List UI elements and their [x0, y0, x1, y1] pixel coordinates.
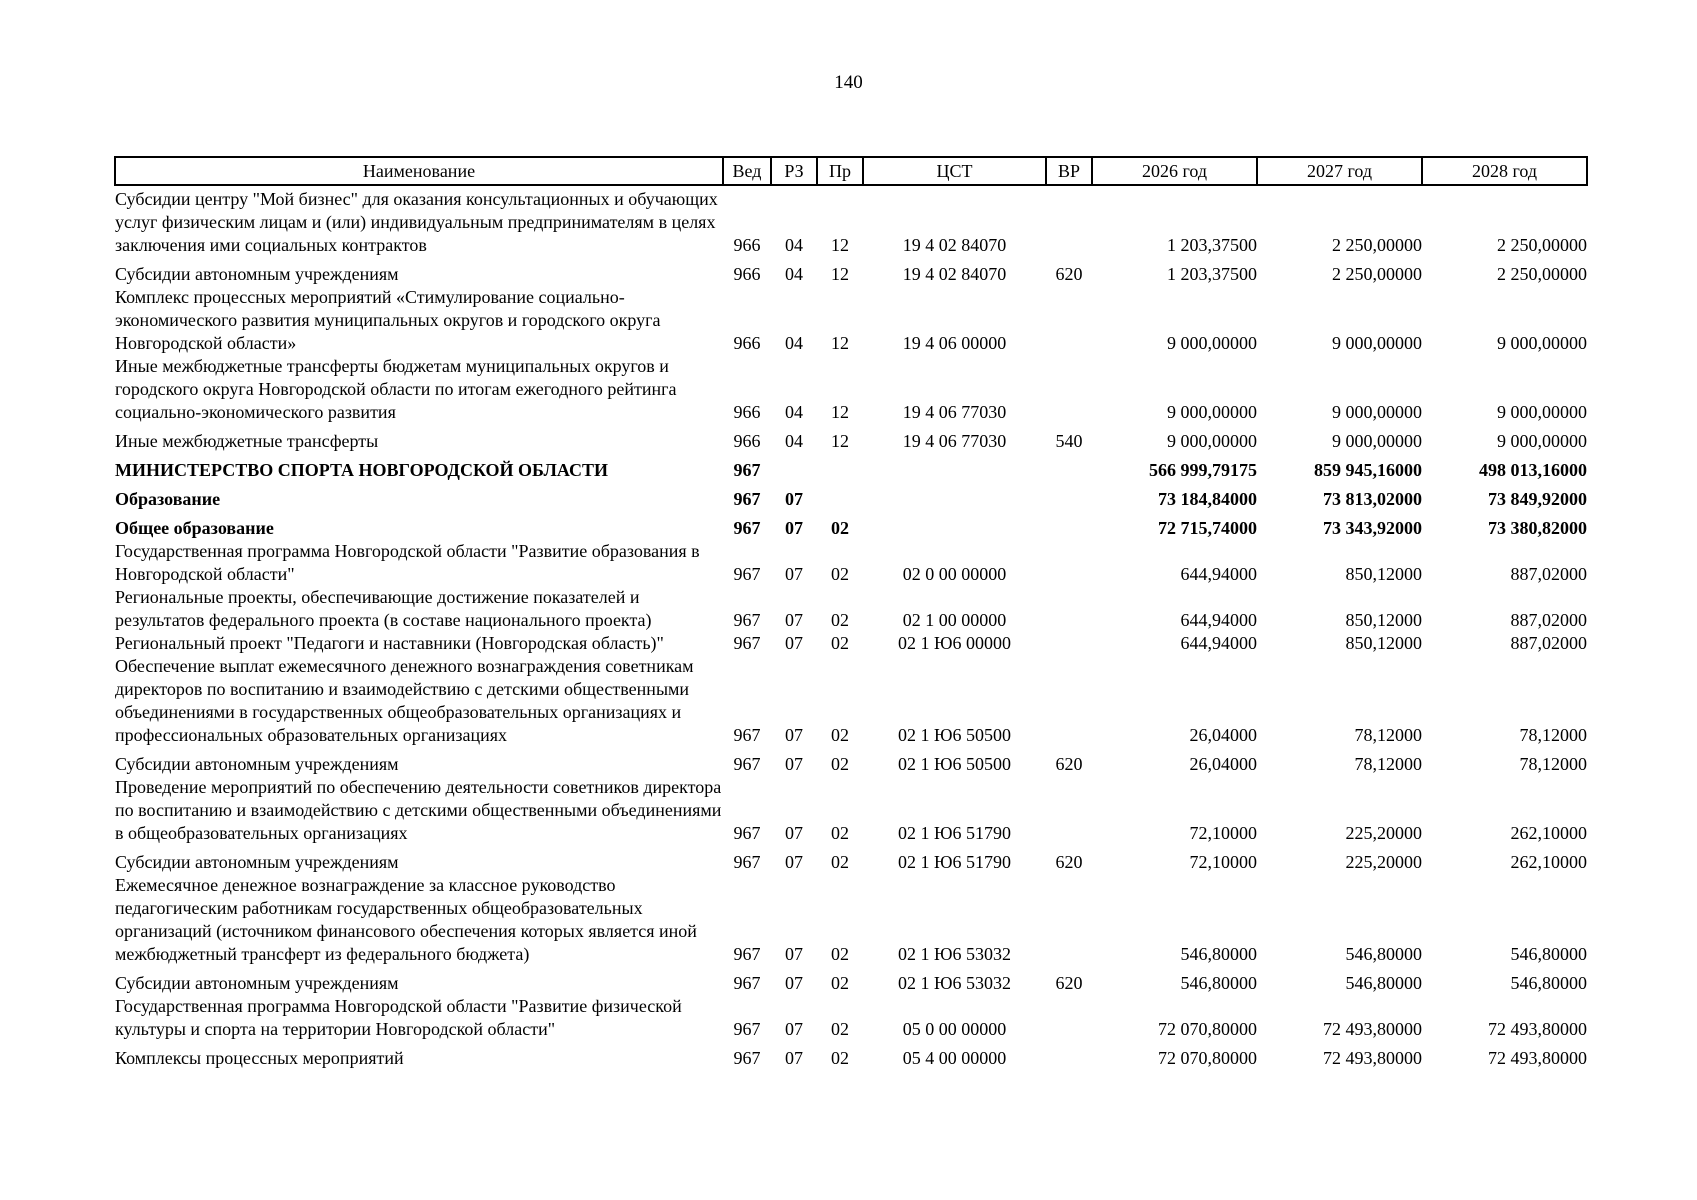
- row-ved: 966: [733, 402, 761, 422]
- row-cst: 05 4 00 00000: [902, 1048, 1007, 1068]
- row-rz: 04: [785, 235, 803, 255]
- row-vr: [1046, 511, 1092, 540]
- row-vr: [1046, 632, 1092, 655]
- row-ved: 967: [733, 1019, 761, 1039]
- header-cst: ЦСТ: [863, 157, 1046, 185]
- row-pr: 02: [831, 973, 849, 993]
- row-cst: 19 4 06 00000: [902, 333, 1007, 353]
- row-2026: 644,94000: [1180, 564, 1257, 584]
- row-rz: 04: [785, 431, 803, 451]
- row-cst: 02 1 Ю6 53032: [897, 944, 1011, 964]
- table-row: [115, 355, 1587, 424]
- row-vr: [1046, 482, 1092, 511]
- row-vr: [1046, 776, 1092, 845]
- row-rz: 07: [785, 725, 803, 745]
- row-2028: 2 250,00000: [1497, 235, 1587, 255]
- row-ved: 967: [733, 489, 761, 509]
- row-2027: 225,20000: [1345, 852, 1422, 872]
- row-2026: 9 000,00000: [1167, 431, 1257, 451]
- row-rz: 07: [785, 564, 803, 584]
- budget-table: [114, 156, 1588, 1070]
- row-2027: 9 000,00000: [1332, 431, 1422, 451]
- row-pr: 12: [831, 402, 849, 422]
- row-2028: 262,10000: [1510, 852, 1587, 872]
- row-2027: 225,20000: [1345, 823, 1422, 843]
- row-2027: 546,80000: [1345, 944, 1422, 964]
- row-2027: 2 250,00000: [1332, 235, 1422, 255]
- row-ved: 966: [733, 431, 761, 451]
- row-rz: 07: [785, 973, 803, 993]
- row-cst: 02 1 00 00000: [902, 610, 1007, 630]
- row-vr: [1046, 286, 1092, 355]
- row-2028: 72 493,80000: [1488, 1019, 1587, 1039]
- row-2026: 72 070,80000: [1158, 1019, 1257, 1039]
- row-rz: 07: [785, 610, 803, 630]
- row-2026: 72,10000: [1189, 823, 1257, 843]
- row-2028: 9 000,00000: [1497, 333, 1587, 353]
- row-name: Комплексы процессных мероприятий: [115, 1048, 404, 1068]
- table-row: [115, 185, 1587, 257]
- row-2026: 644,94000: [1180, 633, 1257, 653]
- row-vr: 620: [1055, 852, 1083, 872]
- row-name: Ежемесячное денежное вознаграждение за классное руководство педагогическим работникам государственных общеобразовательных организаций (источником финансового обеспечения которых является иной межбюджетный трансферт из федерального бюджета): [115, 875, 697, 964]
- row-rz: 07: [785, 944, 803, 964]
- row-2028: 78,12000: [1519, 725, 1587, 745]
- row-cst: 19 4 02 84070: [902, 264, 1007, 284]
- row-2028: 73 380,82000: [1488, 518, 1587, 538]
- row-cst: 02 1 Ю6 53032: [897, 973, 1011, 993]
- row-cst: 02 1 Ю6 50500: [897, 725, 1011, 745]
- row-2028: 887,02000: [1510, 610, 1587, 630]
- table-row: [115, 257, 1587, 286]
- row-pr: 02: [831, 1048, 849, 1068]
- row-name: Иные межбюджетные трансферты бюджетам муниципальных округов и городского округа Новгородской области по итогам ежегодного рейтинга социально-экономического развития: [115, 356, 677, 422]
- row-2026: 9 000,00000: [1167, 402, 1257, 422]
- row-rz: 07: [785, 1048, 803, 1068]
- row-name: Субсидии автономным учреждениям: [115, 852, 399, 872]
- row-name: Субсидии автономным учреждениям: [115, 264, 399, 284]
- row-2028: 9 000,00000: [1497, 431, 1587, 451]
- row-pr: 02: [831, 610, 849, 630]
- row-pr: 12: [831, 235, 849, 255]
- row-rz: 04: [785, 402, 803, 422]
- row-ved: 967: [733, 564, 761, 584]
- row-2027: 850,12000: [1345, 633, 1422, 653]
- table-row: [115, 747, 1587, 776]
- row-vr: [1046, 586, 1092, 632]
- row-ved: 967: [733, 754, 761, 774]
- row-vr: [1046, 995, 1092, 1041]
- row-cst: 02 1 Ю6 50500: [897, 754, 1011, 774]
- row-2026: 546,80000: [1180, 944, 1257, 964]
- header-ved: Вед: [723, 157, 771, 185]
- row-vr: [1046, 540, 1092, 586]
- row-2028: 887,02000: [1510, 564, 1587, 584]
- row-cst: [863, 453, 1046, 482]
- row-name: Государственная программа Новгородской области "Развитие образования в Новгородской области": [115, 541, 700, 584]
- row-pr: 02: [831, 754, 849, 774]
- row-pr: 02: [831, 823, 849, 843]
- row-vr: [1046, 874, 1092, 966]
- row-rz: 04: [785, 333, 803, 353]
- row-vr: [1046, 655, 1092, 747]
- row-pr: 02: [831, 944, 849, 964]
- row-2027: 72 493,80000: [1323, 1048, 1422, 1068]
- row-2027: 2 250,00000: [1332, 264, 1422, 284]
- row-2027: 859 945,16000: [1314, 460, 1422, 480]
- row-name: Иные межбюджетные трансферты: [115, 431, 379, 451]
- row-2027: 73 813,02000: [1323, 489, 1422, 509]
- row-name: Проведение мероприятий по обеспечению деятельности советников директора по воспитанию и взаимодействию с детскими общественными объединениями в общеобразовательных организациях: [115, 777, 722, 843]
- row-rz: 07: [785, 1019, 803, 1039]
- row-2027: 9 000,00000: [1332, 333, 1422, 353]
- row-2028: 72 493,80000: [1488, 1048, 1587, 1068]
- row-cst: 02 1 Ю6 00000: [897, 633, 1011, 653]
- row-2028: 887,02000: [1510, 633, 1587, 653]
- row-name: Региональный проект "Педагоги и наставники (Новгородская область)": [115, 633, 664, 653]
- row-name: МИНИСТЕРСТВО СПОРТА НОВГОРОДСКОЙ ОБЛАСТИ: [115, 460, 609, 480]
- row-pr: 02: [831, 518, 849, 538]
- row-rz: 07: [785, 852, 803, 872]
- row-2028: 546,80000: [1510, 944, 1587, 964]
- row-2027: 78,12000: [1354, 754, 1422, 774]
- row-ved: 967: [733, 610, 761, 630]
- header-2028: 2028 год: [1422, 157, 1587, 185]
- row-rz: 07: [785, 489, 803, 509]
- row-2027: 73 343,92000: [1323, 518, 1422, 538]
- row-vr: 620: [1055, 264, 1083, 284]
- row-2026: 72 715,74000: [1158, 518, 1257, 538]
- row-pr: 02: [831, 1019, 849, 1039]
- header-vr: ВР: [1046, 157, 1092, 185]
- row-2028: 73 849,92000: [1488, 489, 1587, 509]
- row-pr: 02: [831, 564, 849, 584]
- row-pr: 12: [831, 431, 849, 451]
- row-2026: 73 184,84000: [1158, 489, 1257, 509]
- page-number: 140: [834, 72, 863, 93]
- row-2026: 546,80000: [1180, 973, 1257, 993]
- row-name: Общее образование: [115, 518, 274, 538]
- row-ved: 966: [733, 333, 761, 353]
- row-2028: 9 000,00000: [1497, 402, 1587, 422]
- row-2028: 546,80000: [1510, 973, 1587, 993]
- table-row: [115, 540, 1587, 586]
- row-name: Комплекс процессных мероприятий «Стимулирование социально-экономического развития муниципальных округов и городского округа Новгородской области»: [115, 287, 661, 353]
- row-vr: [1046, 453, 1092, 482]
- header-2027: 2027 год: [1257, 157, 1422, 185]
- header-2026: 2026 год: [1092, 157, 1257, 185]
- row-ved: 967: [733, 823, 761, 843]
- row-vr: 620: [1055, 754, 1083, 774]
- row-rz: 07: [785, 633, 803, 653]
- row-ved: 967: [733, 633, 761, 653]
- row-2026: 9 000,00000: [1167, 333, 1257, 353]
- row-ved: 967: [733, 460, 761, 480]
- row-2026: 26,04000: [1189, 725, 1257, 745]
- row-pr: 12: [831, 333, 849, 353]
- row-cst: 02 1 Ю6 51790: [897, 823, 1011, 843]
- row-name: Государственная программа Новгородской области "Развитие физической культуры и спорта на территории Новгородской области": [115, 996, 682, 1039]
- row-pr: [817, 453, 863, 482]
- table-row: [115, 286, 1587, 355]
- row-ved: 967: [733, 944, 761, 964]
- row-ved: 967: [733, 973, 761, 993]
- row-rz: 07: [785, 518, 803, 538]
- row-vr: 620: [1055, 973, 1083, 993]
- row-cst: [863, 511, 1046, 540]
- row-rz: 07: [785, 754, 803, 774]
- row-ved: 966: [733, 235, 761, 255]
- row-pr: 02: [831, 633, 849, 653]
- row-2026: 1 203,37500: [1167, 264, 1257, 284]
- table-row: [115, 511, 1587, 540]
- row-2028: 498 013,16000: [1479, 460, 1587, 480]
- table-row: [115, 1041, 1587, 1070]
- row-ved: 967: [733, 852, 761, 872]
- row-2028: 2 250,00000: [1497, 264, 1587, 284]
- row-cst: 02 1 Ю6 51790: [897, 852, 1011, 872]
- header-name: Наименование: [115, 157, 723, 185]
- row-2026: 644,94000: [1180, 610, 1257, 630]
- row-name: Региональные проекты, обеспечивающие достижение показателей и результатов федерального проекта (в составе национального проекта): [115, 587, 652, 630]
- table-row: [115, 586, 1587, 632]
- table-row: [115, 424, 1587, 453]
- row-vr: [1046, 185, 1092, 257]
- row-2028: 78,12000: [1519, 754, 1587, 774]
- row-name: Образование: [115, 489, 221, 509]
- row-2026: 1 203,37500: [1167, 235, 1257, 255]
- row-rz: 04: [785, 264, 803, 284]
- table-row: [115, 995, 1587, 1041]
- table-row: [115, 874, 1587, 966]
- row-2026: 26,04000: [1189, 754, 1257, 774]
- row-pr: 02: [831, 725, 849, 745]
- row-ved: 967: [733, 518, 761, 538]
- row-2027: 78,12000: [1354, 725, 1422, 745]
- table-row: [115, 482, 1587, 511]
- row-cst: 19 4 06 77030: [902, 431, 1007, 451]
- row-2028: 262,10000: [1510, 823, 1587, 843]
- table-row: [115, 655, 1587, 747]
- row-cst: 05 0 00 00000: [902, 1019, 1007, 1039]
- row-2027: 9 000,00000: [1332, 402, 1422, 422]
- row-2027: 850,12000: [1345, 564, 1422, 584]
- table-row: [115, 776, 1587, 845]
- row-name: Субсидии автономным учреждениям: [115, 973, 399, 993]
- row-cst: 19 4 02 84070: [902, 235, 1007, 255]
- row-2026: 72 070,80000: [1158, 1048, 1257, 1068]
- header-rz: РЗ: [771, 157, 817, 185]
- table-header-row: [115, 157, 1587, 185]
- table-row: [115, 632, 1587, 655]
- row-ved: 967: [733, 725, 761, 745]
- row-2026: 566 999,79175: [1149, 460, 1257, 480]
- table-row: [115, 845, 1587, 874]
- row-name: Обеспечение выплат ежемесячного денежного вознаграждения советникам директоров по воспитанию и взаимодействию с детскими общественными объединениями в государственных общеобразовательных организациях и профессиональных образовательных организациях: [115, 656, 694, 745]
- row-2026: 72,10000: [1189, 852, 1257, 872]
- row-pr: [817, 482, 863, 511]
- row-rz: [771, 453, 817, 482]
- header-pr: Пр: [817, 157, 863, 185]
- row-name: Субсидии центру "Мой бизнес" для оказания консультационных и обучающих услуг физическим лицам и (или) индивидуальным предпринимателям в целях заключения ими социальных контрактов: [115, 189, 718, 255]
- table-row: [115, 453, 1587, 482]
- row-2027: 850,12000: [1345, 610, 1422, 630]
- row-ved: 967: [733, 1048, 761, 1068]
- row-vr: [1046, 355, 1092, 424]
- table-row: [115, 966, 1587, 995]
- row-pr: 12: [831, 264, 849, 284]
- row-vr: 540: [1055, 431, 1083, 451]
- row-cst: [863, 482, 1046, 511]
- row-cst: 19 4 06 77030: [902, 402, 1007, 422]
- row-vr: [1046, 1041, 1092, 1070]
- row-pr: 02: [831, 852, 849, 872]
- row-ved: 966: [733, 264, 761, 284]
- row-2027: 72 493,80000: [1323, 1019, 1422, 1039]
- row-2027: 546,80000: [1345, 973, 1422, 993]
- row-name: Субсидии автономным учреждениям: [115, 754, 399, 774]
- row-rz: 07: [785, 823, 803, 843]
- row-cst: 02 0 00 00000: [902, 564, 1007, 584]
